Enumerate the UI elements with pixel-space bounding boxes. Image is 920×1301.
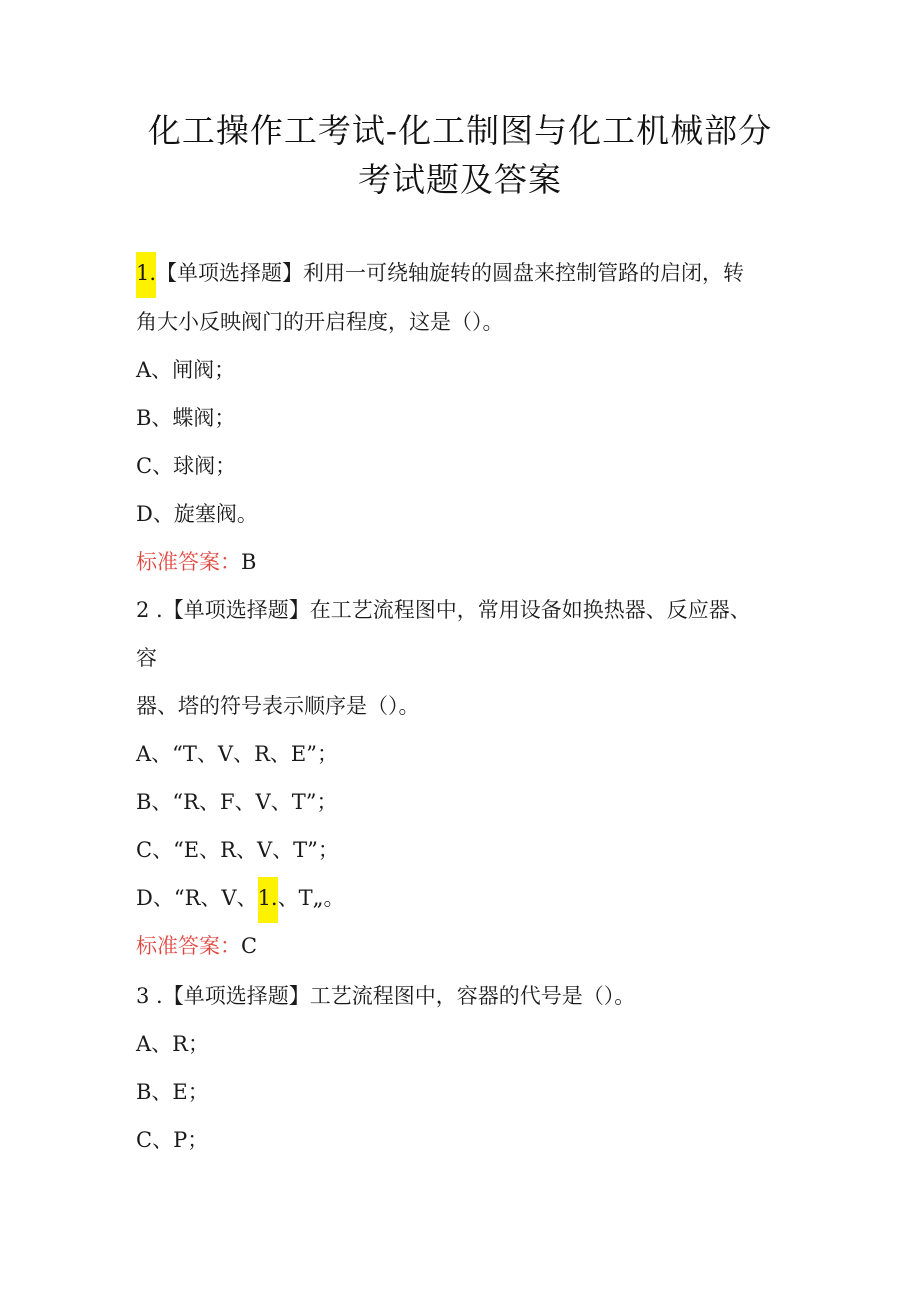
question-1-answer (136, 547, 256, 577)
question-2-text-line2: 容 (136, 646, 157, 670)
question-2-answer (136, 931, 257, 961)
question-2-option-d-prefix: D、“R、V、 (136, 886, 258, 910)
question-3-text-line1: 3 .【单项选择题】工艺流程图中，容器的代号是（）。 (136, 984, 636, 1008)
question-1-line1 (136, 258, 744, 298)
question-1-number-highlight: 1. (136, 252, 156, 298)
question-1-answer-label: 标准答案： (136, 550, 241, 574)
question-2-text-line3: 器、塔的符号表示顺序是（）。 (136, 694, 420, 718)
question-2-answer-value: C (241, 934, 258, 958)
question-2-answer-label: 标准答案： (136, 934, 241, 958)
question-3-option-a: A、R； (136, 1032, 209, 1056)
question-2-option-d-suffix: 、T„。 (277, 886, 345, 910)
question-1-text-line2: 角大小反映阀门的开启程度，这是（）。 (136, 310, 504, 334)
question-1-option-d: D、旋塞阀。 (136, 502, 258, 526)
question-1-option-c: C、球阀； (136, 454, 237, 478)
question-2-text-line1: 2 .【单项选择题】在工艺流程图中，常用设备如换热器、反应器、 (136, 598, 751, 622)
question-2-option-a: A、“T、V、R、E”； (136, 742, 338, 766)
question-2-option-c: C、“E、R、V、T”； (136, 838, 339, 862)
question-2-option-d (136, 883, 345, 923)
question-2-option-b: B、“R、F、V、T”； (136, 790, 338, 814)
question-3-option-b: B、E； (136, 1080, 209, 1104)
question-1-answer-value: B (241, 550, 257, 574)
document-title-line1: 化工操作工考试-化工制图与化工机械部分 (147, 111, 773, 150)
question-3-option-c: C、P； (136, 1128, 209, 1152)
question-1-text-line1: 【单项选择题】利用一可绕轴旋转的圆盘来控制管路的启闭，转 (156, 261, 745, 285)
question-1-option-b: B、蝶阀； (136, 406, 236, 430)
question-1-option-a: A、闸阀； (136, 358, 236, 382)
document-title-line2: 考试题及答案 (358, 160, 562, 199)
question-2-option-d-highlight: 1. (258, 877, 278, 923)
